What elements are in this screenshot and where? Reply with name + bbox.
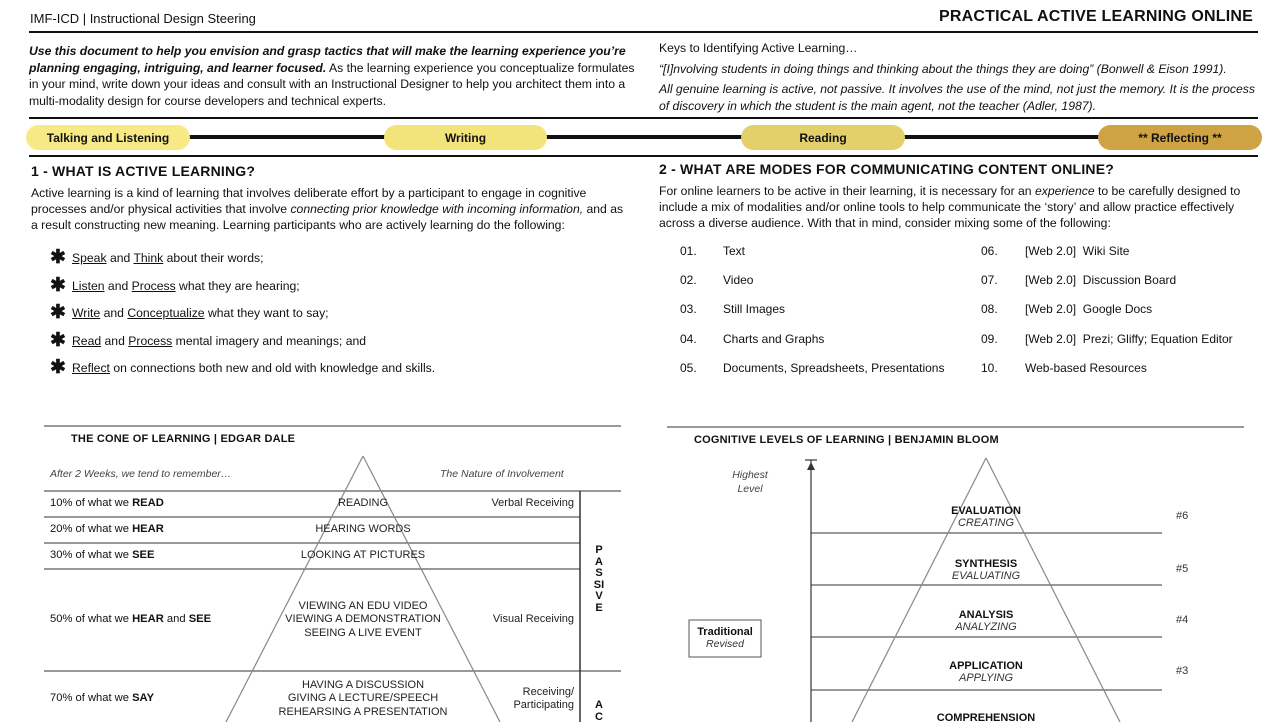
- mode-number: 06.: [981, 244, 998, 258]
- mode-number: 05.: [680, 361, 697, 375]
- mode-number: 10.: [981, 361, 998, 375]
- intro-rest: As the learning experience you conceptualize formulates in your mind, write down your ideas and consult with an Instructional Designer to help you architect them into a multi-modality design for course developers and technical experts.: [29, 60, 635, 108]
- cone-involvement: Verbal Receiving: [491, 497, 574, 510]
- cone-right-subtitle: The Nature of Involvement: [440, 468, 564, 480]
- pill-writing: Writing: [384, 125, 547, 150]
- mode-label: [Web 2.0] Wiki Site: [1025, 244, 1130, 258]
- bullet-rest: about their words;: [163, 251, 264, 265]
- cone-involvement: Visual Receiving: [492, 613, 574, 626]
- bullet-connector: and: [100, 306, 128, 320]
- cone-remember-verb: SEE: [188, 613, 212, 625]
- cone-remember-prefix: 20% of what we: [50, 523, 133, 535]
- cone-remember-label: [50, 523, 164, 535]
- bloom-level: [906, 505, 1066, 529]
- bloom-level-traditional: SYNTHESIS: [954, 558, 1018, 570]
- keys-quote-1: “[I]nvolving students in doing things and thinking about the things they are doing” (Bonwell & Eison 1991).: [659, 61, 1227, 76]
- bullet-rest: what they are hearing;: [175, 279, 300, 293]
- bullet-keyword: Conceptualize: [127, 306, 205, 320]
- asterisk-icon: ✱: [50, 357, 66, 378]
- s1-text-em: connecting prior knowledge with incoming information,: [290, 202, 584, 217]
- bloom-level-number: #6: [1176, 510, 1189, 522]
- asterisk-icon: ✱: [50, 247, 66, 268]
- cone-remember-verb: READ: [132, 497, 164, 509]
- cone-remember-verb: SAY: [132, 692, 155, 704]
- asterisk-icon: ✱: [50, 275, 66, 296]
- bloom-level: [906, 712, 1066, 724]
- mode-number: 04.: [680, 332, 697, 346]
- bloom-level-number: #5: [1176, 563, 1189, 575]
- bullet-keyword: Reflect: [72, 361, 110, 375]
- mode-label: Video: [723, 273, 754, 287]
- bloom-legend-traditional: Traditional: [697, 626, 753, 638]
- s2-text-a: For online learners to be active in their learning, it is necessary for an: [659, 184, 1035, 198]
- mode-number: 01.: [680, 244, 697, 258]
- asterisk-icon: ✱: [50, 302, 66, 323]
- bloom-level-revised: APPLYING: [958, 672, 1013, 684]
- mode-label: Documents, Spreadsheets, Presentations: [723, 361, 945, 375]
- mode-number: 02.: [680, 273, 697, 287]
- cone-activity: HAVING A DISCUSSION GIVING A LECTURE/SPEECH REHEARSING A PRESENTATION: [278, 678, 448, 718]
- cone-active-label: AC: [595, 699, 603, 723]
- mode-label: [Web 2.0] Discussion Board: [1025, 273, 1177, 287]
- bloom-level: [906, 609, 1066, 633]
- mode-label: [Web 2.0] Prezi; Gliffy; Equation Editor: [1025, 332, 1233, 346]
- bloom-level-number: #4: [1176, 614, 1189, 626]
- cone-activity: VIEWING AN EDU VIDEO VIEWING A DEMONSTRATION SEEING A LIVE EVENT: [285, 599, 441, 639]
- cone-involvement: Receiving/ Participating: [513, 685, 574, 711]
- cone-title: THE CONE OF LEARNING | EDGAR DALE: [71, 433, 296, 445]
- cone-remember-prefix: 30% of what we: [50, 549, 133, 561]
- keys-heading: Keys to Identifying Active Learning…: [659, 41, 858, 55]
- bullet-keyword: Write: [72, 306, 101, 320]
- keys-quote-2: All genuine learning is active, not passive. It involves the use of the mind, not just the memory. It is the process of discovery in which the student is the main agent, not the teacher (Adler, 1987).: [659, 82, 1255, 113]
- pill-reading: Reading: [741, 125, 905, 150]
- cone-remember-verb: SEE: [132, 549, 155, 561]
- mode-label: Text: [723, 244, 746, 258]
- s1-text-a: Active learning is a kind of learning that involves deliberate effort by a participant to engage in cognitive processes and/or physical activities that involve: [31, 186, 587, 217]
- cone-remember-prefix: 70% of what we: [50, 692, 133, 704]
- bloom-highest-label: Highest Level: [732, 469, 768, 495]
- bullet-keyword: Speak: [72, 251, 107, 265]
- bloom-level-traditional: COMPREHENSION: [936, 712, 1036, 724]
- bullet-connector: and: [104, 279, 132, 293]
- cone-left-subtitle: After 2 Weeks, we tend to remember…: [50, 468, 232, 480]
- bloom-level-number: #3: [1176, 665, 1189, 677]
- mode-label: [Web 2.0] Google Docs: [1025, 302, 1153, 316]
- bloom-level-revised: EVALUATING: [951, 570, 1021, 582]
- cone-activity: HEARING WORDS: [315, 523, 411, 536]
- cone-activity: READING: [337, 497, 389, 510]
- bloom-level: [906, 660, 1066, 684]
- cone-remember-verb: HEAR: [132, 613, 164, 625]
- cone-remember-label: [50, 549, 154, 561]
- pill-reflecting: ** Reflecting **: [1098, 125, 1262, 150]
- bullet-rest: on connections both new and old with knowledge and skills.: [109, 361, 436, 375]
- cone-remember-label: [50, 613, 211, 625]
- cone-remember-label: [50, 692, 154, 704]
- cone-remember-connector: and: [163, 613, 189, 625]
- section-1-heading: 1 - WHAT IS ACTIVE LEARNING?: [31, 163, 256, 179]
- bloom-level-traditional: ANALYSIS: [958, 609, 1014, 621]
- page-title: PRACTICAL ACTIVE LEARNING ONLINE: [939, 8, 1253, 25]
- cone-remember-prefix: 50% of what we: [50, 613, 133, 625]
- bullet-keyword: Process: [131, 279, 176, 293]
- bloom-level: [906, 558, 1066, 582]
- bullet-connector: and: [101, 334, 129, 348]
- org-label: IMF-ICD | Instructional Design Steering: [30, 11, 256, 26]
- cone-remember-prefix: 10% of what we: [50, 497, 133, 509]
- bloom-level-traditional: EVALUATION: [951, 505, 1021, 517]
- cone-activity: LOOKING AT PICTURES: [300, 549, 426, 562]
- bloom-level-traditional: APPLICATION: [949, 660, 1023, 672]
- bloom-legend-revised: Revised: [706, 638, 744, 650]
- mode-label: Still Images: [723, 302, 786, 316]
- pill-talking-listening: Talking and Listening: [26, 125, 190, 150]
- bullet-keyword: Think: [133, 251, 164, 265]
- bullet-keyword: Listen: [72, 279, 105, 293]
- section-2-heading: 2 - WHAT ARE MODES FOR COMMUNICATING CONTENT ONLINE?: [659, 161, 1115, 177]
- s2-text-em: experience: [1034, 184, 1095, 198]
- mode-label: Charts and Graphs: [723, 332, 825, 346]
- mode-number: 08.: [981, 302, 998, 316]
- bullet-rest: what they want to say;: [204, 306, 329, 320]
- mode-number: 07.: [981, 273, 998, 287]
- mode-label: Web-based Resources: [1025, 361, 1147, 375]
- bullet-keyword: Read: [72, 334, 102, 348]
- cone-passive-label: PASSIVE: [593, 544, 605, 614]
- bullet-connector: and: [106, 251, 134, 265]
- bullet-keyword: Process: [128, 334, 173, 348]
- bloom-title: COGNITIVE LEVELS OF LEARNING | BENJAMIN BLOOM: [694, 434, 999, 446]
- asterisk-icon: ✱: [50, 330, 66, 351]
- cone-remember-verb: HEAR: [132, 523, 164, 535]
- s2-text-b: to be carefully designed to include a mix of modalities and/or online tools to help communicate the ‘story’ and allow practice effectively across a diverse audience. With that in mind, consider mixing some of the following:: [659, 184, 1241, 231]
- intro-bold: Use this document to help you envision and grasp tactics that will make the learning experience you’re planning engaging, intriguing, and learner focused.: [29, 44, 626, 75]
- bullet-rest: mental imagery and meanings; and: [172, 334, 367, 348]
- mode-number: 09.: [981, 332, 998, 346]
- mode-number: 03.: [680, 302, 697, 316]
- bloom-level-revised: CREATING: [957, 517, 1015, 529]
- s1-text-b: and as a result constructing new meaning. Learning participants who are actively learning do the following:: [31, 202, 624, 233]
- bloom-level-revised: ANALYZING: [955, 621, 1017, 633]
- bloom-legend: [689, 626, 761, 650]
- cone-remember-label: [50, 497, 164, 509]
